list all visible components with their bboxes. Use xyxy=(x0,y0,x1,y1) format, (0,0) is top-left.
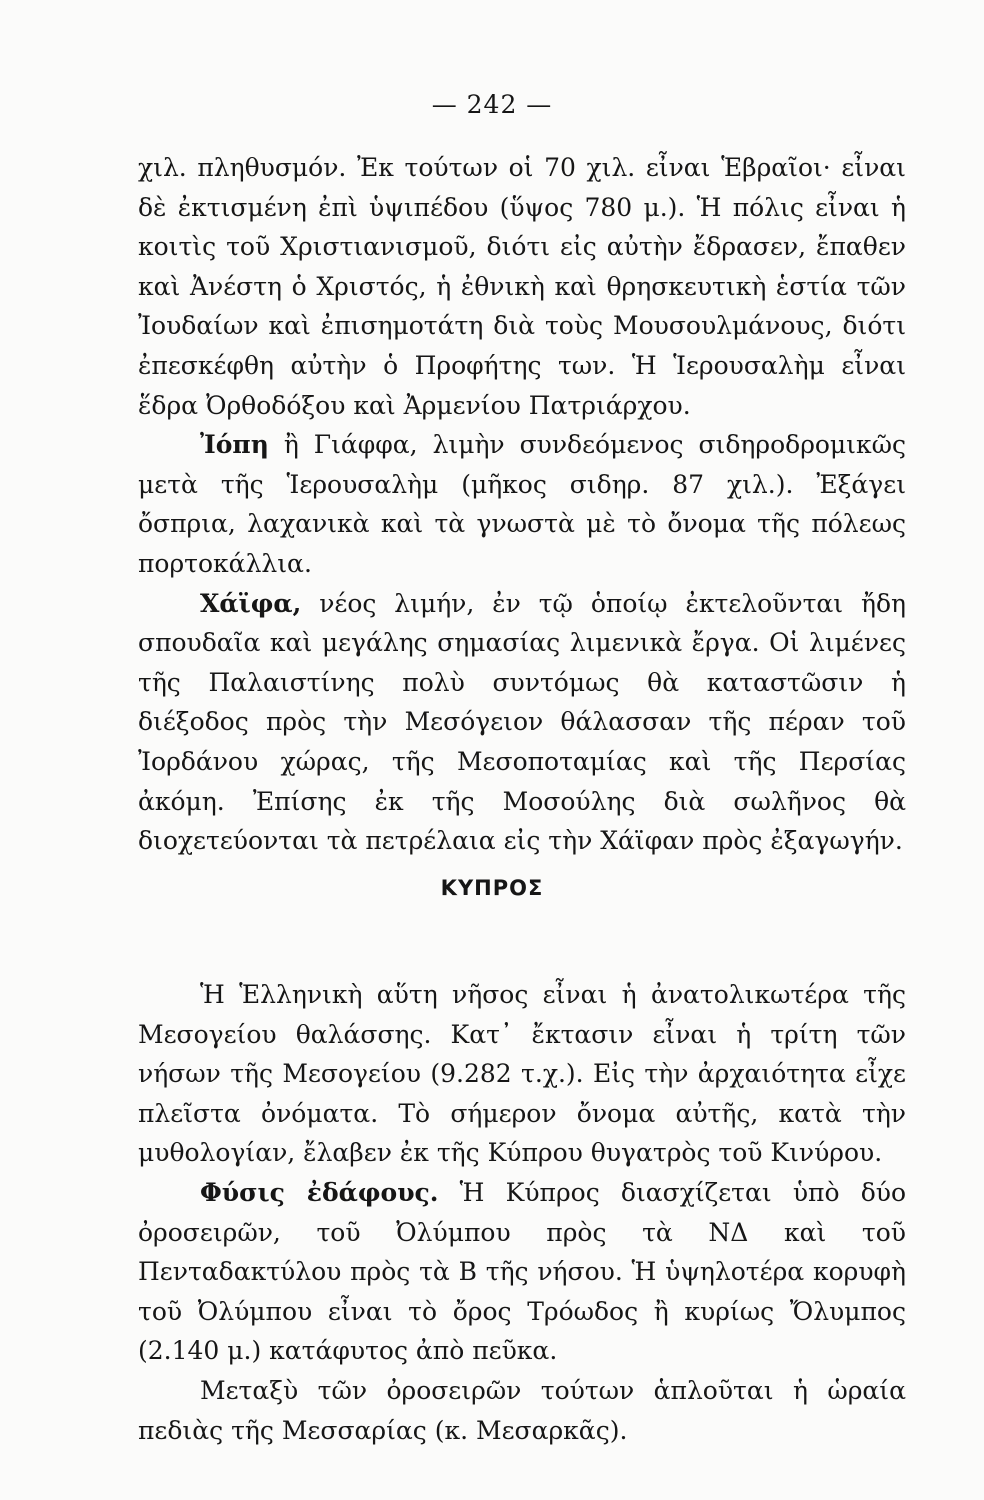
haifa-body: νέος λιμήν, ἐν τῷ ὁποίῳ ἐκτελοῦνται ἤδη σπουδαῖα καὶ μεγάλης σημασίας λιμενικὰ ἔργα. Οἱ λιμένες τῆς Παλαιστίνης πολὺ συντόμως θὰ καταστῶσιν ἡ διέξοδος πρὸς τὴν Μεσόγειον θάλασσαν τῆς πέραν τοῦ Ἰορδάνου χώρας, τῆς Μεσοποταμίας καὶ τῆς Περσίας ἀκόμη. Ἐπίσης ἐκ τῆς Μοσούλης διὰ σωλῆνος θὰ διοχετεύονται τὰ πετρέλαια εἰς τὴν Χάϊφαν πρὸς ἐξαγωγήν. xyxy=(138,588,906,856)
paragraph-haifa xyxy=(138,584,906,861)
paragraph-jaffa xyxy=(138,425,906,583)
terrain-lead: Φύσις ἐδάφους. xyxy=(200,1177,439,1207)
paragraph-jerusalem: χιλ. πληθυσμόν. Ἐκ τούτων οἱ 70 χιλ. εἶναι Ἑβραῖοι· εἶναι δὲ ἐκτισμένη ἐπὶ ὑψιπέδου (ὕψος 780 μ.). Ἡ πόλις εἶναι ἡ κοιτὶς τοῦ Χριστιανισμοῦ, διότι εἰς αὐτὴν ἔδρασεν, ἔπαθεν καὶ Ἀνέστη ὁ Χριστός, ἡ ἐθνικὴ καὶ θρησκευτικὴ ἑστία τῶν Ἰουδαίων καὶ ἐπισημοτάτη διὰ τοὺς Μουσουλμάνους, διότι ἐπεσκέφθη αὐτὴν ὁ Προφήτης των. Ἡ Ἱερουσαλὴμ εἶναι ἕδρα Ὀρθοδόξου καὶ Ἀρμενίου Πατριάρχου. xyxy=(138,153,906,420)
text-block-cyprus xyxy=(138,975,906,1450)
jaffa-body: ἢ Γιάφφα, λιμὴν συνδεόμενος σιδηροδρομικῶς μετὰ τῆς Ἱερουσαλὴμ (μῆκος σιδηρ. 87 χιλ.). Ἐξάγει ὄσπρια, λαχανικὰ καὶ τὰ γνωστὰ μὲ τὸ ὄνομα τῆς πόλεως πορτοκάλλια. xyxy=(138,430,906,578)
paragraph-messaria: Μεταξὺ τῶν ὀροσειρῶν τούτων ἁπλοῦται ἡ ὡραία πεδιὰς τῆς Μεσσαρίας (κ. Μεσαρκᾶς). xyxy=(138,1375,906,1445)
paragraph-cyprus-intro: Ἡ Ἑλληνικὴ αὕτη νῆσος εἶναι ἡ ἀνατολικωτέρα τῆς Μεσογείου θαλάσσης. Κατ᾿ ἔκτασιν εἶναι ἡ τρίτη τῶν νήσων τῆς Μεσογείου (9.282 τ.χ.). Εἰς τὴν ἀρχαιότητα εἶχε πλεῖστα ὀνόματα. Τὸ σήμερον ὄνομα αὐτῆς, κατὰ τὴν μυθολογίαν, ἔλαβεν ἐκ τῆς Κύπρου θυγατρὸς τοῦ Κινύρου. xyxy=(138,980,906,1168)
section-heading-cyprus: ΚΥΠΡΟΣ xyxy=(440,876,544,900)
text-block-palestine xyxy=(138,148,906,861)
page-number: — 242 — xyxy=(431,90,553,119)
haifa-lead: Χάϊφα, xyxy=(200,588,302,618)
terrain-body: Ἡ Κύπρος διασχίζεται ὑπὸ δύο ὀροσειρῶν, τοῦ Ὀλύμπου πρὸς τὰ ΝΔ καὶ τοῦ Πενταδακτύλου πρὸς τὰ Β τῆς νήσου. Ἡ ὑψηλοτέρα κορυφὴ τοῦ Ὀλύμπου εἶναι τὸ ὄρος Τρόωδος ἢ κυρίως Ὄλυμπος (2.140 μ.) κατάφυτος ἀπὸ πεῦκα. xyxy=(138,1177,907,1366)
jaffa-lead: Ἰόπη xyxy=(200,430,269,460)
paragraph-terrain xyxy=(138,1173,906,1371)
